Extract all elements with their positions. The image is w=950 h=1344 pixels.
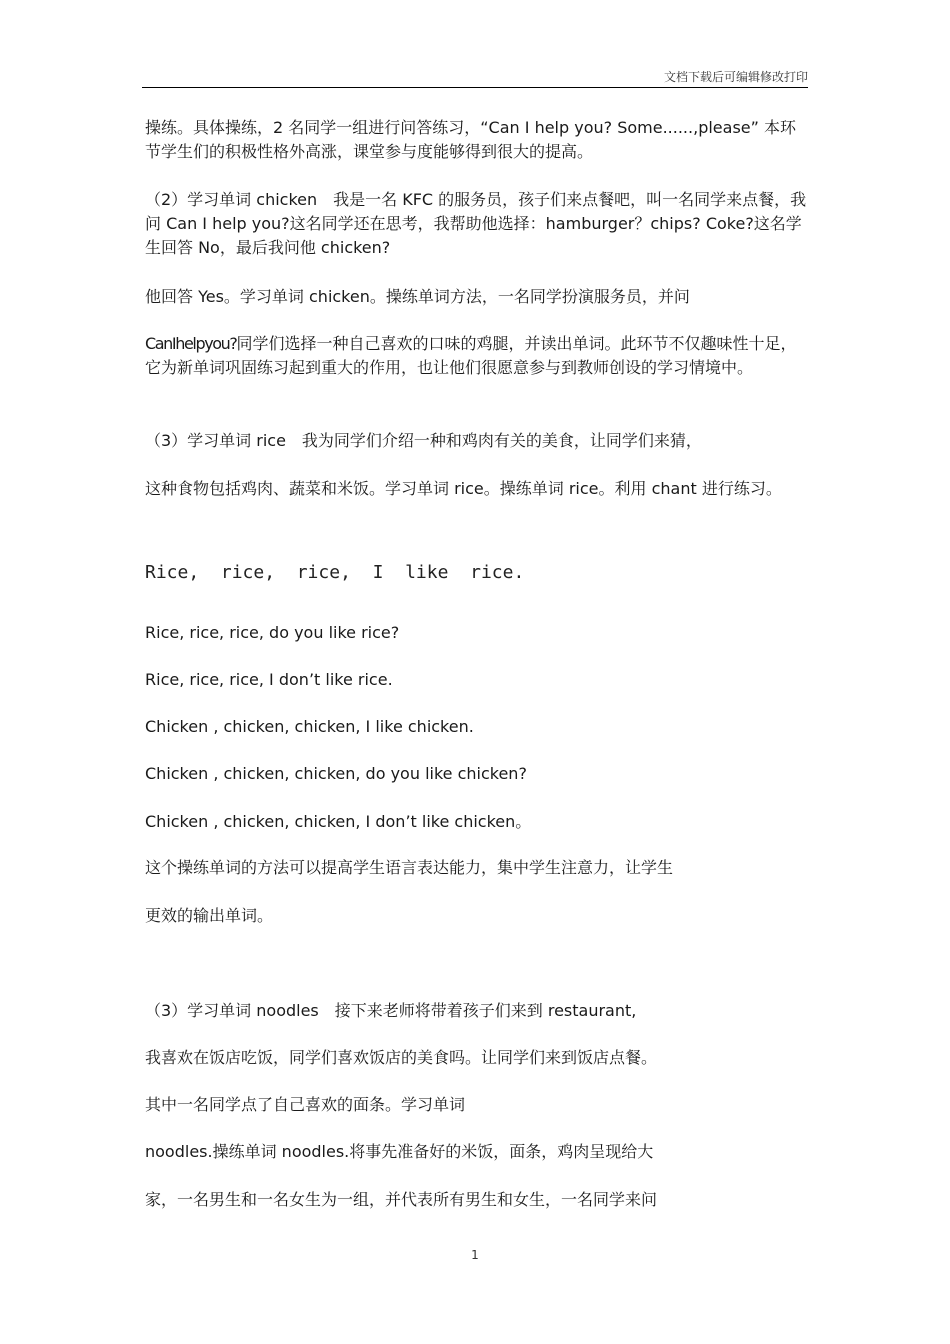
paragraph-method-benefit-cont: 更效的输出单词。 xyxy=(145,906,274,925)
chant-line-5: Chicken , chicken, chicken, do you like chicken? xyxy=(145,764,527,783)
chant-line-3: Rice, rice, rice, I don’t like rice. xyxy=(145,670,393,689)
paragraph-role-play xyxy=(145,332,811,380)
paragraph-method-benefit: 这个操练单词的方法可以提高学生语言表达能力，集中学生注意力，让学生 xyxy=(145,858,674,877)
paragraph-learn-rice: （3）学习单词 rice 我为同学们介绍一种和鸡肉有关的美食，让同学们来猜， xyxy=(145,431,702,450)
chant-line-4: Chicken , chicken, chicken, I like chicken. xyxy=(145,717,474,736)
paragraph-answer-yes: 他回答 Yes。学习单词 chicken。操练单词方法，一名同学扮演服务员，并问 xyxy=(145,287,690,306)
paragraph-practice-intro: 操练。具体操练，2 名同学一组进行问答练习，“Can I help you? Some......,please” 本环节学生们的积极性格外高涨，课堂参与度能够得到很大的提高。 xyxy=(145,118,796,161)
role-play-text: 同学们选择一种自己喜欢的口味的鸡腿，并读出单词。此环节不仅趣味性十足，它为新单词巩固练习起到重大的作用，也让他们很愿意参与到教师创设的学习情境中。 xyxy=(145,334,797,377)
paragraph-learn-chicken: （2）学习单词 chicken 我是一名 KFC 的服务员，孩子们来点餐吧，叫一名同学来点餐，我问 Can I help you?这名同学还在思考，我帮助他选择：hamburger？chips? Coke?这名学生回答 No，最后我问他 chicken? xyxy=(145,190,807,257)
header-divider xyxy=(142,87,808,88)
paragraph-restaurant: 我喜欢在饭店吃饭，同学们喜欢饭店的美食吗。让同学们来到饭店点餐。 xyxy=(145,1048,658,1067)
can-i-help-you-text: CanIhelpyou? xyxy=(145,334,237,353)
paragraph-learn-noodles: （3）学习单词 noodles 接下来老师将带着孩子们来到 restaurant, xyxy=(145,1001,637,1020)
chant-line-1: Rice, rice, rice, I like rice. xyxy=(145,562,525,583)
page-header-text: 文档下载后可编辑修改打印 xyxy=(663,70,808,84)
paragraph-order-noodles: 其中一名同学点了自己喜欢的面条。学习单词 xyxy=(145,1095,466,1114)
paragraph-practice-noodles: noodles.操练单词 noodles.将事先准备好的米饭，面条，鸡肉呈现给大 xyxy=(145,1142,654,1161)
chant-line-6: Chicken , chicken, chicken, I don’t like chicken。 xyxy=(145,812,532,831)
page-number: 1 xyxy=(471,1248,479,1262)
paragraph-rice-description: 这种食物包括鸡肉、蔬菜和米饭。学习单词 rice。操练单词 rice。利用 chant 进行练习。 xyxy=(145,479,782,498)
paragraph-group-practice: 家，一名男生和一名女生为一组，并代表所有男生和女生，一名同学来问 xyxy=(145,1190,658,1209)
chant-line-2: Rice, rice, rice, do you like rice? xyxy=(145,623,400,642)
